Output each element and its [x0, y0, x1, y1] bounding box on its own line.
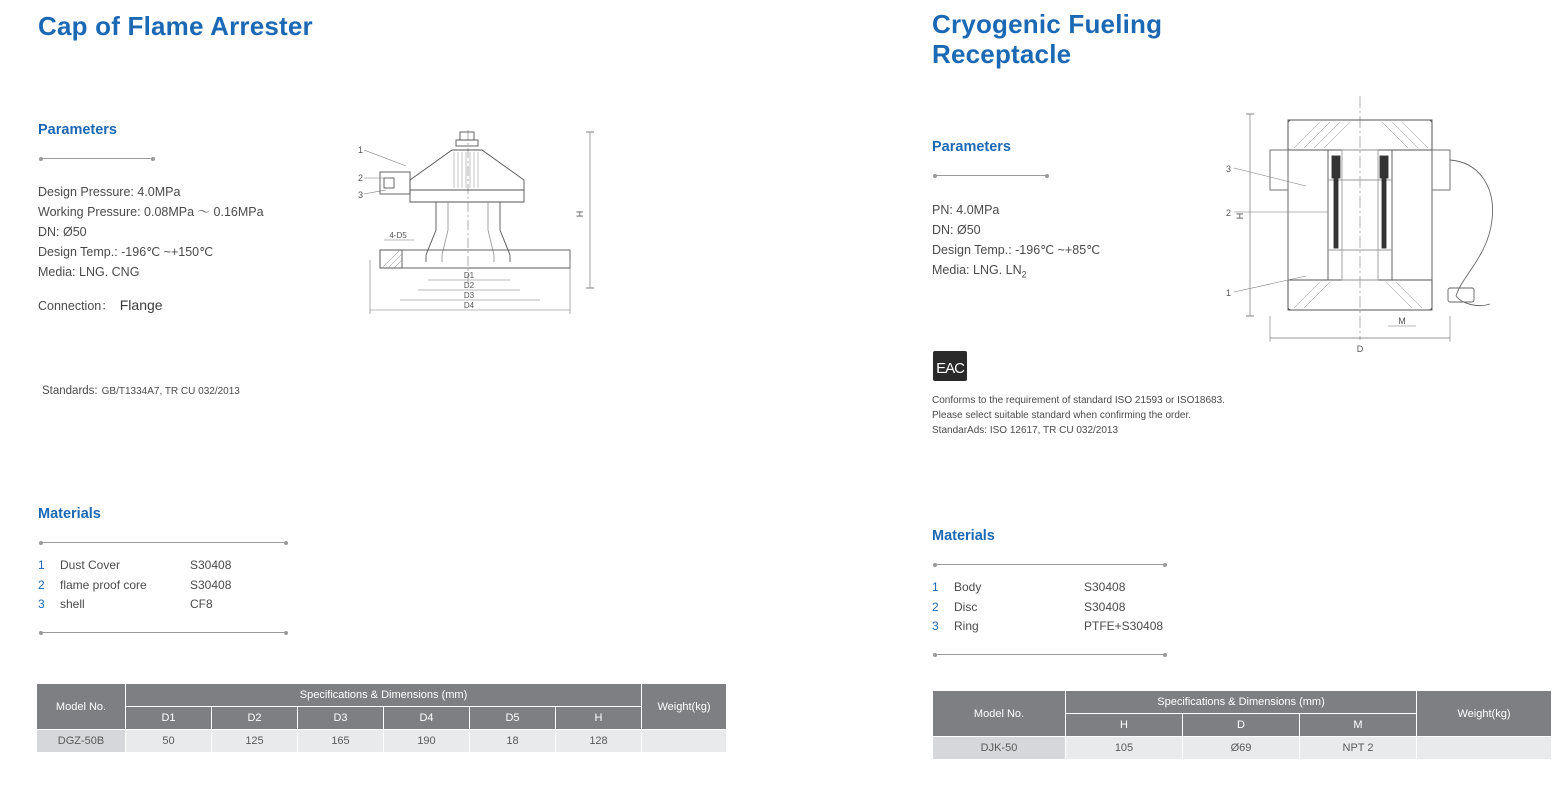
- parameter-item: Media: LNG. CNG: [38, 265, 140, 279]
- th-d4: D4: [384, 707, 470, 730]
- svg-text:D2: D2: [463, 281, 475, 290]
- material-value: S30408: [190, 558, 232, 572]
- materials-heading-right: Materials: [932, 528, 995, 544]
- materials-list-left: [38, 556, 330, 615]
- material-row: [38, 556, 330, 576]
- connection-row-left: [38, 296, 163, 314]
- parameter-item: Design Temp.: -196℃ ~+150℃: [38, 245, 214, 259]
- material-value: CF8: [190, 597, 213, 611]
- th-model: Model No.: [37, 684, 126, 730]
- svg-text:M: M: [1398, 316, 1406, 326]
- material-value: PTFE+S30408: [1084, 619, 1164, 633]
- standards-row-left: [42, 385, 240, 397]
- th-weight: Weight(kg): [642, 684, 727, 730]
- th-weight: Weight(kg): [1417, 691, 1552, 737]
- conformance-line: StandarAds: ISO 12617, TR CU 032/2013: [932, 425, 1119, 436]
- svg-text:D: D: [1356, 344, 1364, 354]
- material-row: [932, 578, 1224, 598]
- eac-icon: [932, 348, 968, 384]
- materials-heading-left: Materials: [38, 506, 101, 522]
- material-name: flame proof core: [60, 577, 147, 592]
- table-subheader-row: [37, 707, 727, 730]
- cell-m: NPT 2: [1300, 737, 1417, 760]
- material-value: S30408: [1084, 580, 1126, 594]
- flame-arrester-drawing: [350, 110, 620, 340]
- parameter-item: DN: Ø50: [38, 225, 87, 239]
- material-value: S30408: [190, 577, 232, 592]
- cell-d4: 190: [384, 730, 470, 753]
- cell-d3: 165: [298, 730, 384, 753]
- connection-value: Flange: [119, 297, 163, 313]
- material-row: [932, 598, 1224, 618]
- cell-h: 128: [556, 730, 642, 753]
- divider-materials-bottom-left: [40, 632, 287, 633]
- material-number: 1: [38, 558, 45, 572]
- divider-parameters-right: [934, 175, 1048, 176]
- divider-materials-top-right: [934, 564, 1166, 565]
- svg-text:D3: D3: [463, 291, 475, 300]
- fueling-receptacle-drawing: [1210, 90, 1540, 370]
- parameters-list-right: [932, 200, 1100, 285]
- th-specs: Specifications & Dimensions (mm): [126, 684, 642, 707]
- materials-list-right: [932, 578, 1224, 637]
- parameter-item: Design Pressure: 4.0MPa: [38, 185, 181, 199]
- material-name: Dust Cover: [60, 558, 121, 572]
- svg-text:4-D5: 4-D5: [389, 231, 407, 240]
- svg-text:EAC: EAC: [936, 360, 964, 377]
- svg-text:2: 2: [358, 173, 364, 183]
- material-name: Body: [954, 580, 982, 594]
- table-header-row: [37, 684, 727, 707]
- cell-weight: [1417, 737, 1552, 760]
- material-row: [38, 576, 330, 596]
- cell-h: 105: [1066, 737, 1183, 760]
- standards-value: GB/T1334A7, TR CU 032/2013: [101, 386, 240, 397]
- material-name: Disc: [954, 599, 978, 614]
- conformance-line: Please select suitable standard when confirming the order.: [932, 410, 1192, 421]
- svg-text:1: 1: [1226, 288, 1232, 298]
- material-name: shell: [60, 597, 85, 611]
- conformance-text: [932, 393, 1262, 438]
- th-specs: Specifications & Dimensions (mm): [1066, 691, 1417, 714]
- th-h: H: [1066, 714, 1183, 737]
- standards-label: Standards:: [42, 385, 98, 397]
- svg-text:2: 2: [1226, 208, 1232, 218]
- parameters-list-left: [38, 182, 264, 282]
- th-d5: D5: [470, 707, 556, 730]
- material-number: 1: [932, 580, 939, 594]
- parameter-item: DN: Ø50: [932, 223, 981, 237]
- material-number: 3: [932, 619, 939, 633]
- svg-text:H: H: [1235, 212, 1245, 220]
- divider-materials-top-left: [40, 542, 287, 543]
- parameter-item: Media: LNG. $LN_2$: [932, 263, 1027, 280]
- connection-label: Connection：: [38, 299, 114, 313]
- parameter-item: Working Pressure: 0.08MPa ～ 0.16MPa: [38, 205, 264, 219]
- material-row: [38, 595, 330, 615]
- material-number: 3: [38, 597, 45, 611]
- th-d1: D1: [126, 707, 212, 730]
- page-title-right: Cryogenic Fueling Receptacle: [932, 9, 1163, 69]
- th-m: M: [1300, 714, 1417, 737]
- svg-text:H: H: [575, 210, 585, 218]
- right-product-panel: [910, 0, 1560, 795]
- conformance-line: Conforms to the requirement of standard ISO 21593 or ISO18683.: [932, 395, 1225, 406]
- material-number: 2: [932, 599, 939, 614]
- parameters-heading-right: Parameters: [932, 139, 1011, 155]
- th-d: D: [1183, 714, 1300, 737]
- parameters-heading-left: Parameters: [38, 122, 117, 138]
- divider-parameters-left: [40, 158, 154, 159]
- cell-d1: 50: [126, 730, 212, 753]
- cell-d2: 125: [212, 730, 298, 753]
- cell-weight: [642, 730, 727, 753]
- th-d2: D2: [212, 707, 298, 730]
- table-row: [933, 737, 1552, 760]
- parameter-item: Design Temp.: -196℃ ~+85℃: [932, 243, 1101, 257]
- svg-text:D4: D4: [463, 301, 475, 310]
- dimensions-table-right: [932, 690, 1552, 760]
- th-model: Model No.: [933, 691, 1066, 737]
- table-row: [37, 730, 727, 753]
- th-h: H: [556, 707, 642, 730]
- table-header-row: [933, 691, 1552, 714]
- svg-text:1: 1: [358, 145, 364, 155]
- svg-text:3: 3: [1226, 164, 1232, 174]
- cell-d5: 18: [470, 730, 556, 753]
- material-name: Ring: [954, 619, 979, 633]
- page-title-left: Cap of Flame Arrester: [38, 11, 313, 41]
- material-value: S30408: [1084, 599, 1126, 614]
- svg-text:D1: D1: [463, 271, 475, 280]
- dimensions-table-left: [36, 683, 727, 753]
- divider-materials-bottom-right: [934, 654, 1166, 655]
- svg-text:3: 3: [358, 190, 364, 200]
- cell-model: DGZ-50B: [37, 730, 126, 753]
- parameter-item: PN: 4.0MPa: [932, 203, 1000, 217]
- material-row: [932, 617, 1224, 637]
- cell-d: Ø69: [1183, 737, 1300, 760]
- th-d3: D3: [298, 707, 384, 730]
- material-number: 2: [38, 577, 45, 592]
- cell-model: DJK-50: [933, 737, 1066, 760]
